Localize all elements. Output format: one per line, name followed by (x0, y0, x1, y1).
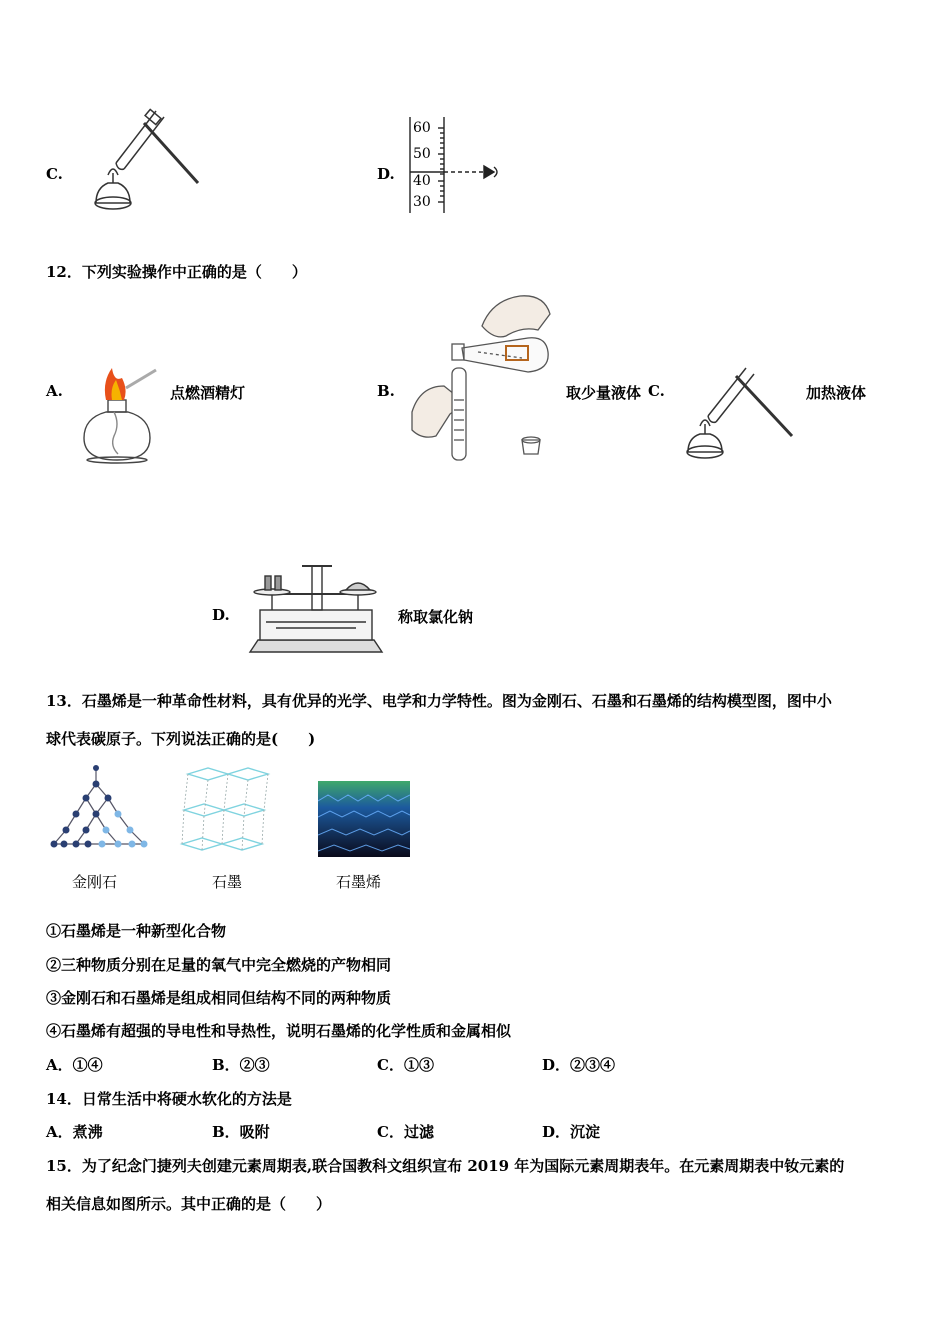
q13-option-d: D．②③④ (542, 1056, 616, 1074)
q12-option-b-text: 取少量液体 (566, 384, 642, 402)
graduated-cylinder-reading-figure (402, 115, 512, 217)
q12-stem: 12．下列实验操作中正确的是（ ） (46, 263, 307, 281)
q13-statement-3: ③金刚石和石墨烯是组成相同但结构不同的两种物质 (46, 989, 392, 1007)
graphite-structure-figure (178, 764, 274, 856)
q14-stem: 14．日常生活中将硬水软化的方法是 (46, 1090, 292, 1108)
q12-option-a-text: 点燃酒精灯 (170, 384, 246, 402)
q14-option-d: D．沉淀 (542, 1123, 601, 1141)
q12-option-d-text: 称取氯化钠 (398, 608, 474, 626)
q13-option-a: A．①④ (46, 1056, 103, 1074)
q13-option-b: B．②③ (212, 1056, 270, 1074)
cylinder-tick-60: 60 (413, 120, 431, 136)
q14-option-a: A．煮沸 (46, 1123, 103, 1141)
diamond-structure-figure (46, 764, 152, 854)
q12-option-c-text: 加热液体 (806, 384, 867, 402)
q15-stem-line1: 15．为了纪念门捷列夫创建元素周期表,联合国教科文组织宣布 2019 年为国际元素周期表年。在元素周期表中钕元素的 (46, 1157, 845, 1175)
q12-option-c-label: C. (648, 382, 665, 400)
weighing-balance-figure (246, 562, 386, 656)
q12-option-d-label: D. (212, 606, 230, 624)
cylinder-tick-40: 40 (413, 173, 431, 189)
caption-graphite: 石墨 (212, 873, 243, 891)
graphene-structure-figure (318, 781, 410, 857)
q15-stem-line2: 相关信息如图所示。其中正确的是（ ） (46, 1195, 332, 1213)
cylinder-tick-30: 30 (413, 194, 431, 210)
q12-option-b-label: B. (377, 382, 395, 400)
q13-statement-4: ④石墨烯有超强的导电性和导热性，说明石墨烯的化学性质和金属相似 (46, 1022, 512, 1040)
alcohol-lamp-lighting-figure (78, 360, 160, 464)
q11-option-d-label: D. (377, 165, 395, 183)
q14-option-c: C．过滤 (377, 1123, 434, 1141)
q13-statement-2: ②三种物质分别在足量的氧气中完全燃烧的产物相同 (46, 956, 392, 974)
q14-option-b: B．吸附 (212, 1123, 270, 1141)
heating-test-tube-figure (86, 103, 206, 215)
pouring-liquid-figure (402, 290, 552, 466)
heating-liquid-figure (680, 358, 800, 464)
q13-option-c: C．①③ (377, 1056, 434, 1074)
q11-option-c-label: C. (46, 165, 63, 183)
caption-graphene: 石墨烯 (336, 873, 382, 891)
q13-statement-1: ①石墨烯是一种新型化合物 (46, 922, 227, 940)
cylinder-tick-50: 50 (413, 146, 431, 162)
q13-stem-line2: 球代表碳原子。下列说法正确的是( ) (46, 730, 316, 748)
q13-stem-line1: 13．石墨烯是一种革命性材料，具有优异的光学、电学和力学特性。图为金刚石、石墨和石墨烯的结构模型图，图中小 (46, 692, 832, 710)
q12-option-a-label: A. (46, 382, 63, 400)
caption-diamond: 金刚石 (72, 873, 118, 891)
